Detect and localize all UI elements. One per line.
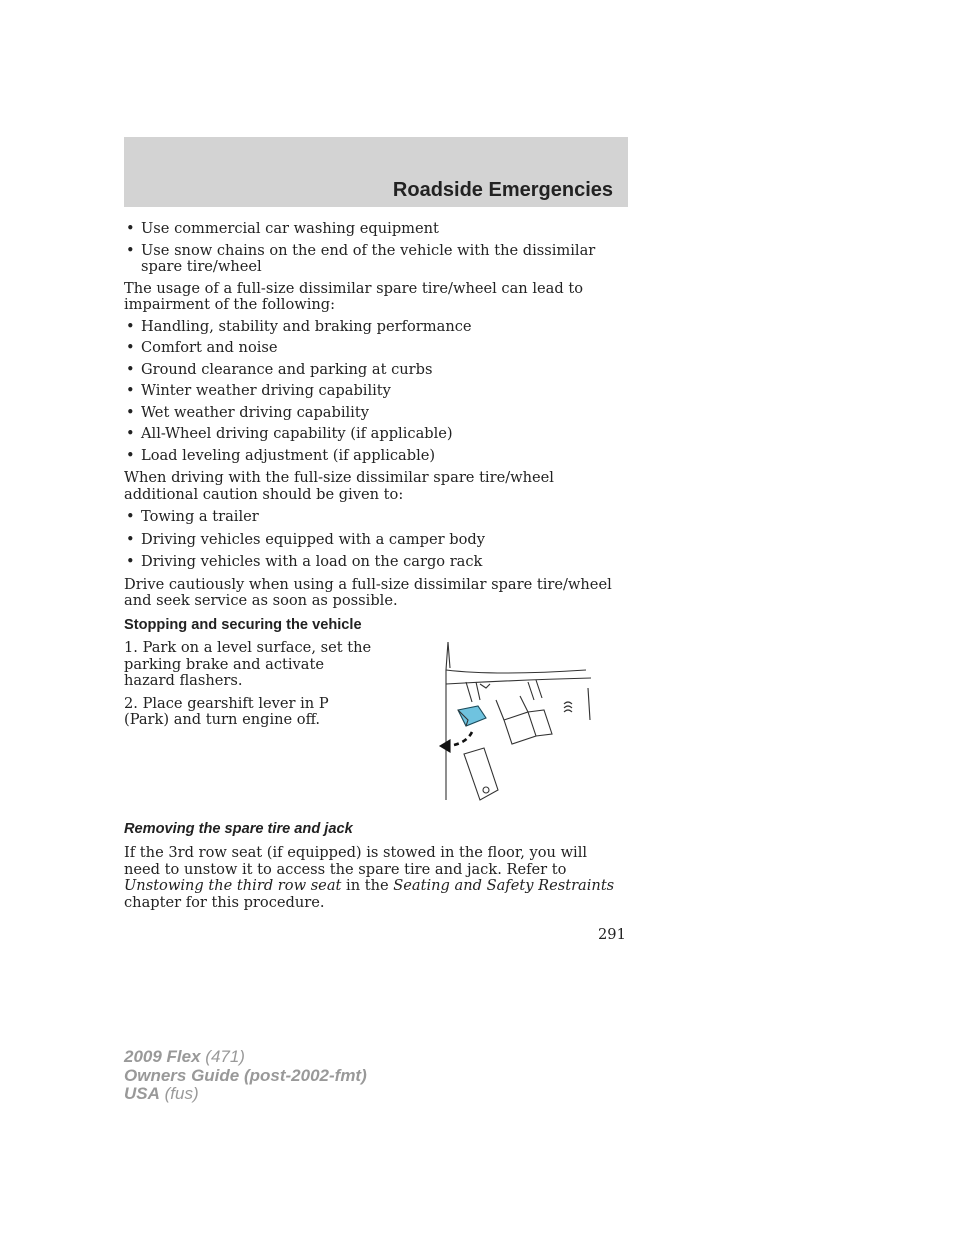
paragraph-usage: The usage of a full-size dissimilar spare tire/wheel can lead to impairment of the following:: [124, 279, 583, 313]
bullet-icon: •: [126, 360, 135, 378]
reference-seating-chapter: Seating and Safety Restraints: [393, 877, 615, 894]
paragraph-removing: If the 3rd row seat (if equipped) is stowed in the floor, you will need to unstow it to access the spare tire and jack. Refer to Unstowing the third row seat in the Seating and Safety Restraints chapter for this procedure.: [124, 844, 615, 911]
footer-line-1: 2009 Flex (471): [124, 1047, 245, 1066]
bullet-list-top: [124, 221, 620, 276]
list-item: • Comfort and noise: [126, 339, 278, 356]
steps-stopping: [124, 640, 374, 735]
bullet-icon: •: [126, 508, 135, 525]
reference-unstowing: Unstowing the third row seat: [124, 877, 342, 894]
bullet-icon: •: [126, 446, 135, 464]
bullet-icon: •: [126, 241, 135, 259]
heading-stopping: Stopping and securing the vehicle: [124, 617, 362, 633]
heading-removing: Removing the spare tire and jack: [124, 821, 353, 837]
main-content: [124, 221, 620, 615]
bullet-icon: •: [126, 339, 135, 356]
arrow-head-icon: [440, 740, 450, 752]
parking-brake-pedal-icon: [458, 706, 486, 726]
lever-pivot: [483, 787, 489, 793]
list-item: • Driving vehicles with a load on the cargo rack: [126, 553, 483, 570]
bullet-list-impairment: [124, 319, 620, 465]
right-panel-edge: [588, 688, 590, 720]
footer-line-2: Owners Guide (post-2002-fmt): [124, 1065, 367, 1085]
parking-brake-illustration: [436, 640, 596, 804]
list-item: • Ground clearance and parking at curbs: [126, 360, 433, 378]
bullet-icon: •: [126, 530, 135, 548]
list-item: • All-Wheel driving capability (if applicable): [126, 425, 453, 442]
bracket-lines: [466, 682, 480, 702]
step-2: 2. Place gearshift lever in P (Park) and turn engine off.: [124, 694, 329, 728]
dash-panel-line: [446, 678, 591, 684]
list-item: • Load leveling adjustment (if applicable): [126, 446, 436, 464]
dash-left-edge: [446, 642, 448, 800]
list-item: • Use snow chains on the end of the vehicle with the dissimilar spare tire/wheel: [126, 241, 596, 275]
list-item: • Use commercial car washing equipment: [126, 220, 439, 237]
list-item: • Winter weather driving capability: [126, 382, 391, 399]
lower-lever: [464, 748, 498, 800]
bullet-icon: •: [126, 382, 135, 399]
footer-identifier: [124, 1048, 367, 1104]
paragraph-drive: Drive cautiously when using a full-size dissimilar spare tire/wheel and seek service as soon as possible.: [124, 575, 612, 609]
bullet-list-caution: [124, 509, 620, 571]
bullet-icon: •: [126, 553, 135, 570]
bullet-icon: •: [126, 425, 135, 442]
section-title: Roadside Emergencies: [392, 179, 613, 201]
brake-pedal-left: [504, 712, 536, 744]
header-band: [124, 137, 628, 207]
release-arrow: [448, 732, 472, 746]
brake-pedal-arms: [496, 696, 528, 720]
list-item: • Driving vehicles equipped with a camper body: [126, 530, 485, 548]
bracket-detail: [480, 684, 490, 688]
vent-detail: [564, 702, 572, 712]
bullet-icon: •: [126, 317, 135, 335]
dash-inner-edge: [448, 642, 450, 668]
page-number: 291: [598, 926, 626, 943]
pedal-arm-lines: [528, 680, 542, 700]
list-item: • Handling, stability and braking performance: [126, 317, 472, 335]
step-1: 1. Park on a level surface, set the parking brake and activate hazard flashers.: [124, 639, 372, 689]
list-item: • Wet weather driving capability: [126, 403, 369, 421]
footer-line-3: USA (fus): [124, 1084, 199, 1103]
list-item: • Towing a trailer: [126, 508, 259, 525]
paragraph-caution: When driving with the full-size dissimilar spare tire/wheel additional caution should be given to:: [124, 469, 554, 503]
dash-bottom-edge: [446, 670, 586, 673]
bullet-icon: •: [126, 403, 135, 421]
bullet-icon: •: [126, 220, 135, 237]
